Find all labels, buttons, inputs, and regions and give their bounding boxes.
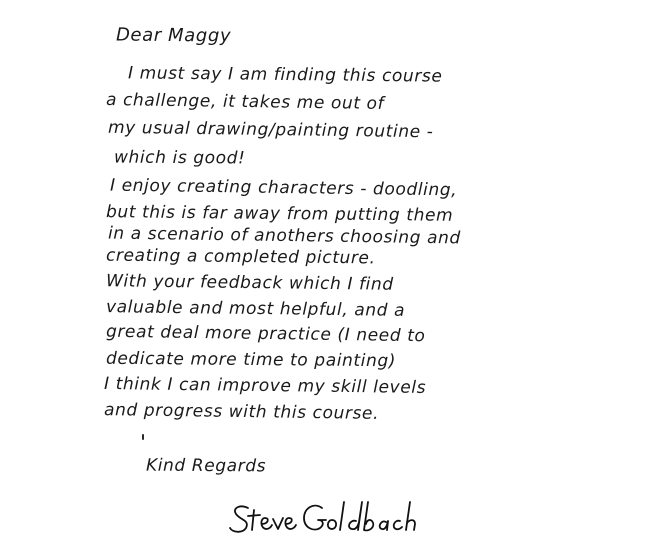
letter-line: I must say I am finding this course bbox=[127, 63, 443, 87]
ink-mark bbox=[142, 434, 144, 440]
letter-greeting: Dear Maggy bbox=[115, 24, 232, 47]
letter-line: which is good! bbox=[113, 147, 246, 169]
letter-line: I enjoy creating characters - doodling, bbox=[109, 175, 458, 201]
letter-line: and progress with this course. bbox=[103, 400, 380, 424]
letter-line: but this is far away from putting them bbox=[105, 202, 454, 226]
letter-line: great deal more practice (I need to bbox=[105, 321, 426, 347]
letter-line: a challenge, it takes me out of bbox=[105, 90, 385, 114]
letter-line: I think I can improve my skill levels bbox=[103, 374, 427, 398]
letter-line: creating a completed picture. bbox=[105, 245, 376, 269]
letter-line: With your feedback which I find bbox=[105, 271, 394, 295]
letter-line: my usual drawing/painting routine - bbox=[107, 117, 434, 143]
letter-line: valuable and most helpful, and a bbox=[105, 297, 406, 321]
letter-line: in a scenario of anothers choosing and bbox=[107, 223, 462, 249]
letter-line: dedicate more time to painting) bbox=[105, 348, 397, 372]
letter-closing: Kind Regards bbox=[145, 455, 267, 477]
handwritten-signature bbox=[226, 494, 426, 542]
